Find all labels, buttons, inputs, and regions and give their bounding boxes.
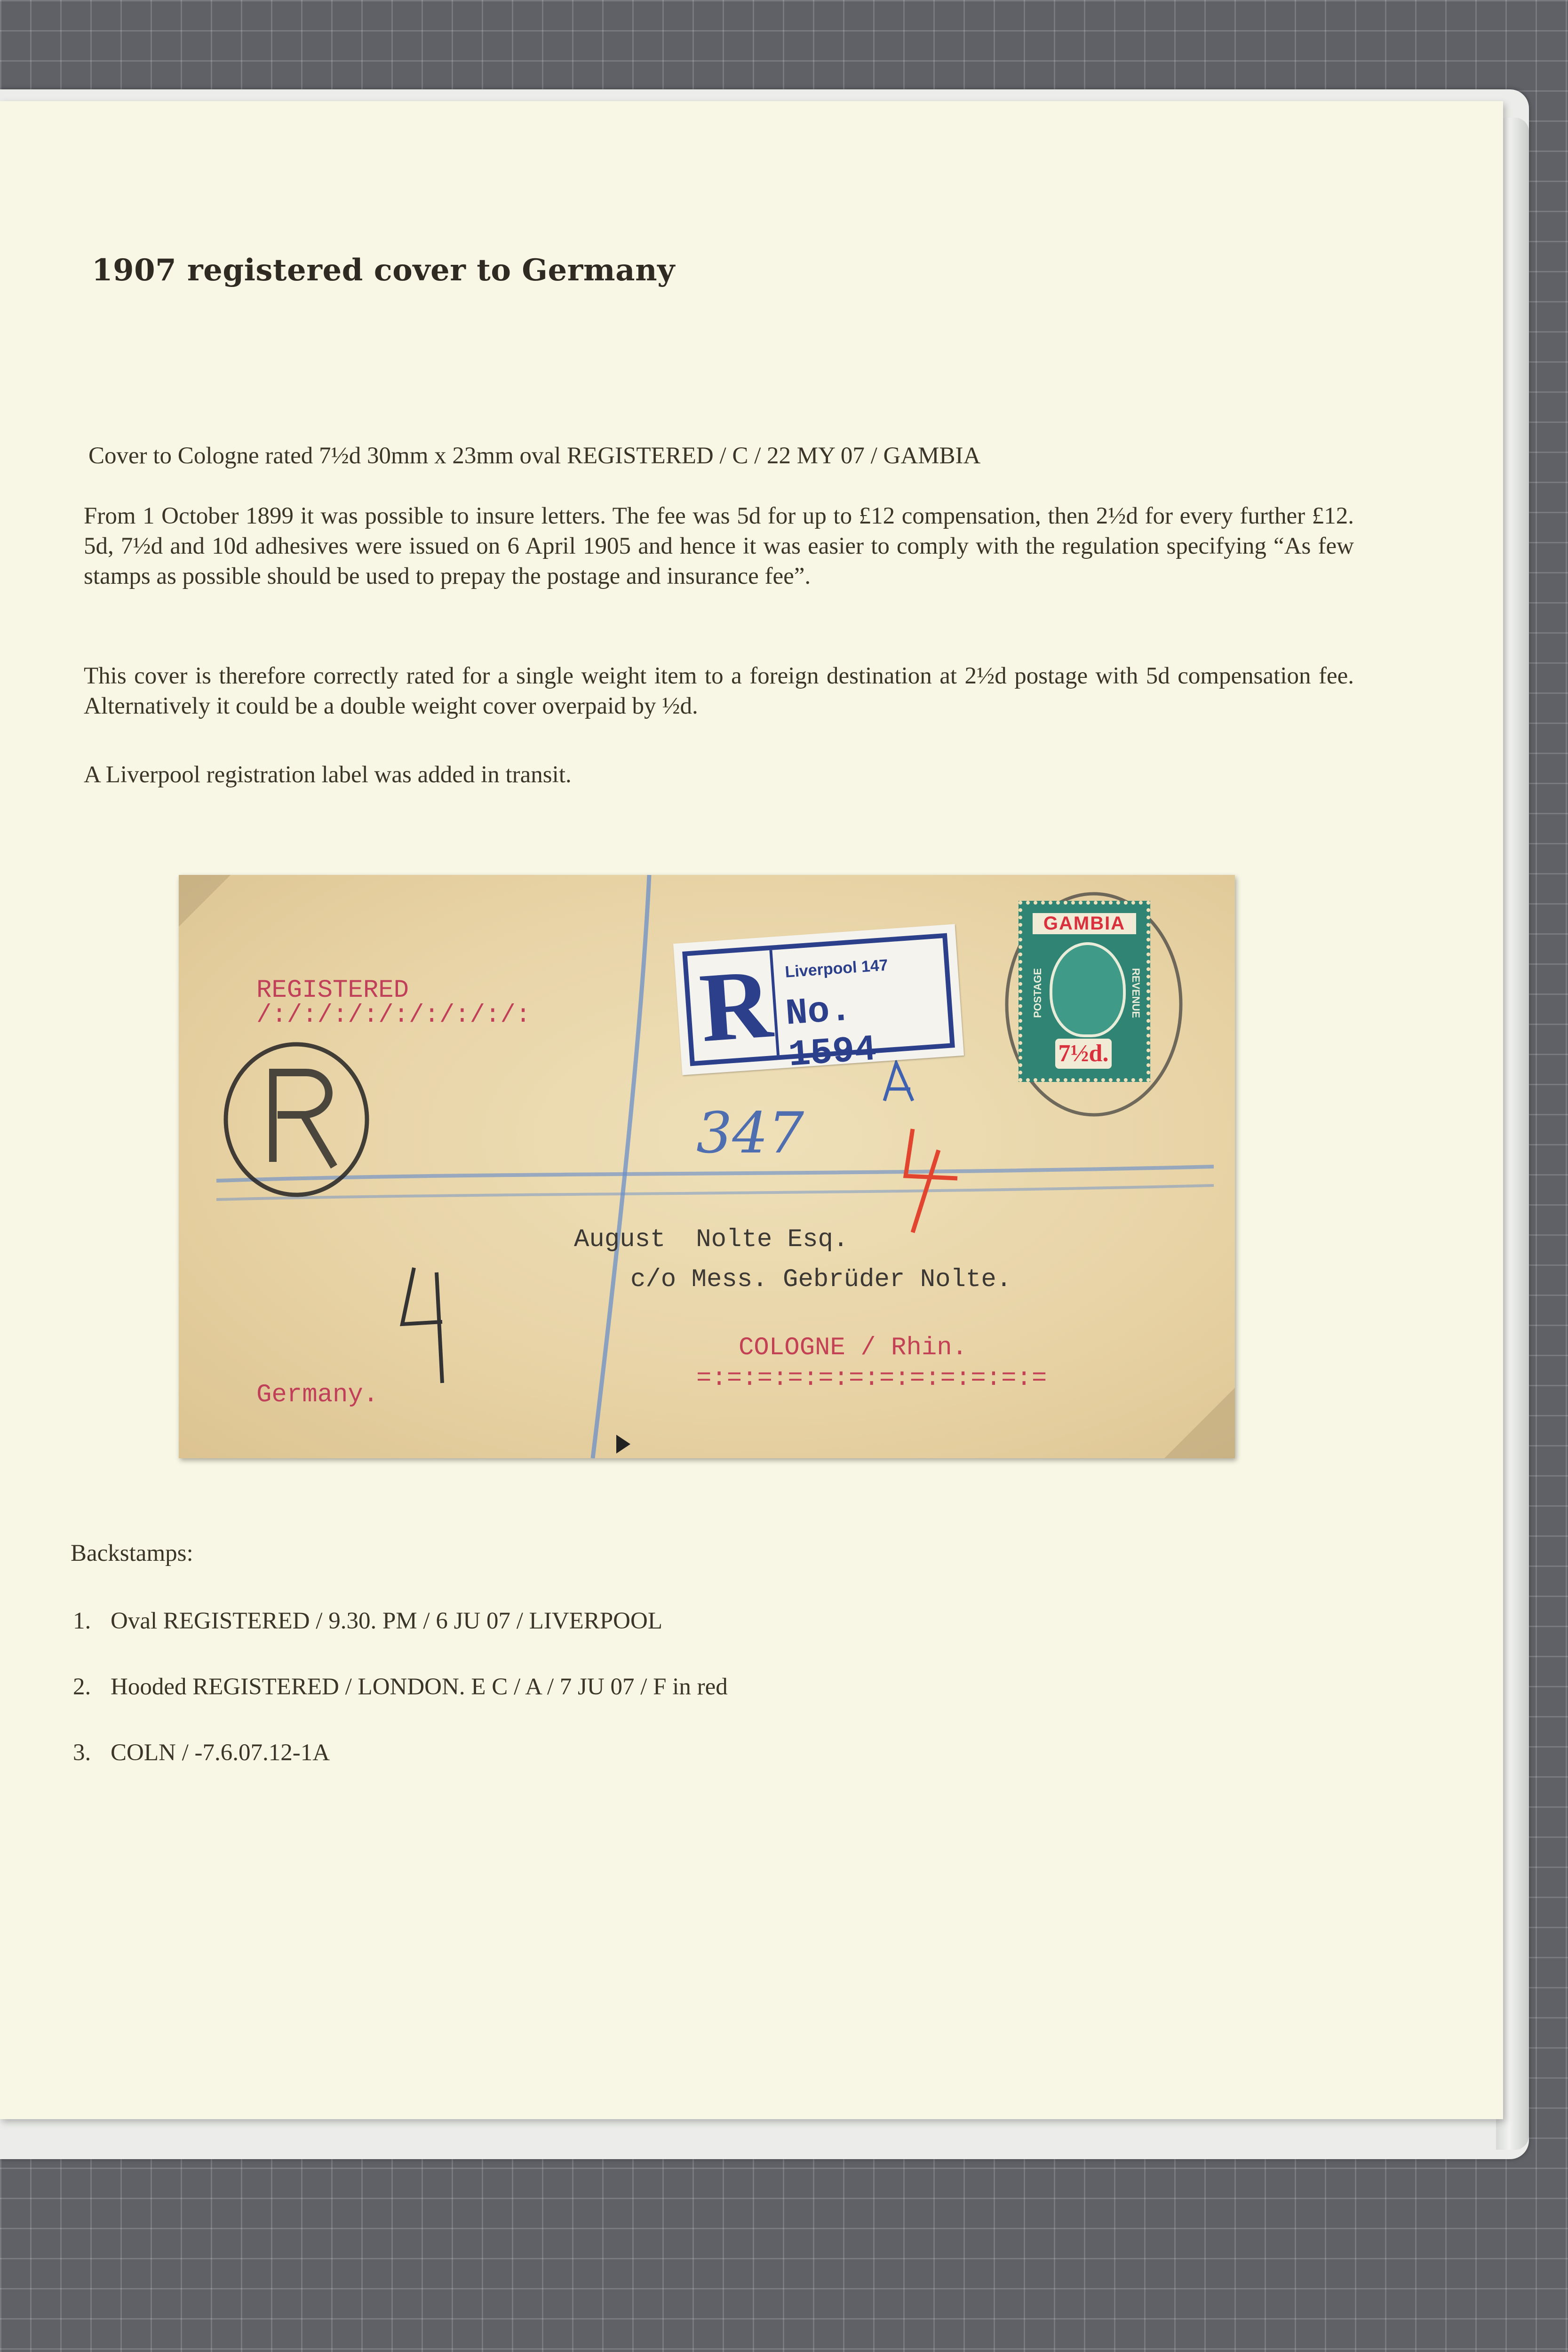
- king-portrait-icon: [1050, 942, 1126, 1037]
- typed-registered-underline: /:/:/:/:/:/:/:/:/:: [256, 1001, 531, 1030]
- paragraph-rating: Cover to Cologne rated 7½d 30mm x 23mm oval REGISTERED / C / 22 MY 07 / GAMBIA: [88, 443, 981, 469]
- paragraph-insurance: From 1 October 1899 it was possible to insure letters. The fee was 5d for up to £12 compensation, then 2½d for every further £12. 5d, 7½d and 10d adhesives were issued on 6 April 1905 and hence it was easier to comply with the regulation specifying “As few stamps as possible should be used to prepay the postage and insurance fee”.: [84, 503, 1354, 589]
- backstamps-heading: Backstamps:: [71, 1540, 193, 1566]
- backstamp-item: [73, 1739, 330, 1766]
- registered-cover: [179, 875, 1235, 1458]
- registration-label-office: Liverpool 147: [784, 956, 889, 981]
- address-care-of: c/o Mess. Gebrüder Nolte.: [630, 1265, 1012, 1294]
- red-crayon-4: [906, 1129, 957, 1232]
- ink-mark: [616, 1435, 630, 1454]
- page-title: 1907 registered cover to Germany: [92, 253, 675, 288]
- backstamp-text: Oval REGISTERED / 9.30. PM / 6 JU 07 / LIVERPOOL: [111, 1608, 662, 1634]
- backstamp-text: COLN / -7.6.07.12-1A: [111, 1740, 330, 1766]
- address-city-underline: =:=:=:=:=:=:=:=:=:=:=:=: [696, 1364, 1047, 1393]
- blue-crayon-vertical: [593, 875, 649, 1458]
- pencil-manuscript-4: [402, 1268, 442, 1383]
- blue-crayon-horizontal: [216, 1167, 1214, 1181]
- backstamp-number: 3.: [73, 1740, 91, 1766]
- paragraph-rate-explanation: This cover is therefore correctly rated for a single weight item to a foreign destination at 2½d postage with 5d compensation fee. Alternatively it could be a double weight cover overpaid by ½d.: [84, 663, 1354, 719]
- stamp-value: 7½d.: [1055, 1039, 1112, 1069]
- backstamp-number: 2.: [73, 1674, 91, 1700]
- registration-label: [673, 924, 964, 1075]
- registration-label-letter: R: [696, 949, 776, 1063]
- typed-registered: REGISTERED: [256, 976, 409, 1005]
- gambia-stamp: [1019, 901, 1150, 1082]
- paragraph-liverpool-label: A Liverpool registration label was added in transit.: [84, 762, 572, 788]
- address-city: COLOGNE / Rhin.: [739, 1334, 968, 1362]
- blue-crayon-horizontal: [216, 1185, 1214, 1200]
- registration-label-number: No. 1594: [784, 989, 878, 1077]
- album-page: [0, 101, 1503, 2119]
- address-name: August Nolte Esq.: [574, 1225, 849, 1254]
- r-handstamp-oval: [226, 1044, 367, 1195]
- r-handstamp-letter: [273, 1073, 334, 1167]
- registration-label-frame: [682, 933, 955, 1077]
- blue-manuscript-number: 347: [696, 1101, 804, 1166]
- stamp-postage-text: POSTAGE: [1031, 968, 1043, 1018]
- stamp-country: GAMBIA: [1033, 913, 1136, 934]
- backstamp-text: Hooded REGISTERED / LONDON. E C / A / 7 JU 07 / F in red: [111, 1674, 728, 1700]
- backstamp-number: 1.: [73, 1608, 91, 1634]
- backstamp-item: [73, 1673, 728, 1700]
- stamp-revenue-text: REVENUE: [1130, 968, 1142, 1018]
- address-country: Germany.: [256, 1381, 379, 1409]
- backstamp-item: [73, 1607, 662, 1635]
